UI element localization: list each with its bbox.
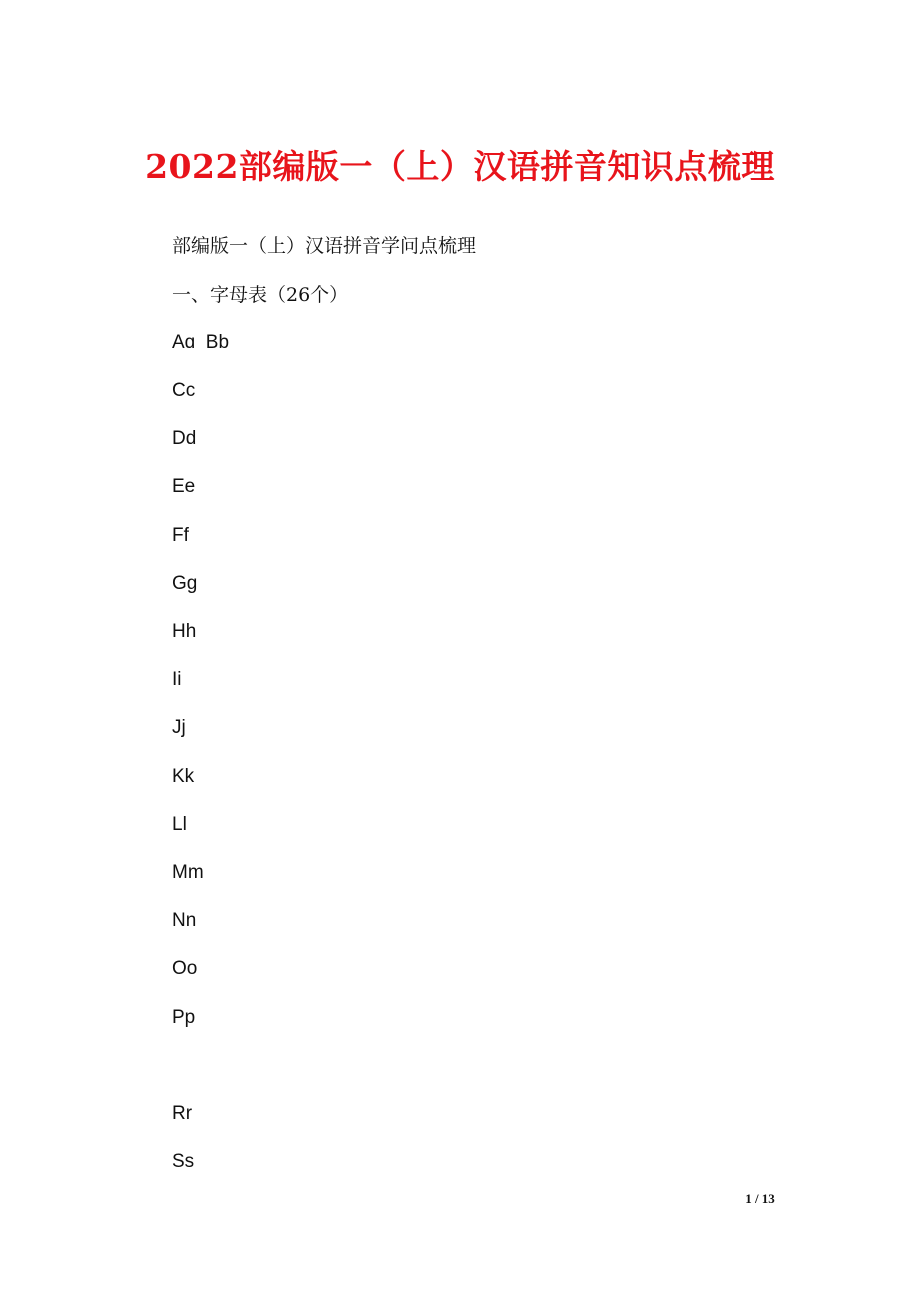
letter-line: Jj [172,717,186,738]
letter-line: Ee [172,476,196,497]
letter-line: Ff [172,525,189,546]
letter-line: Hh [172,621,197,642]
letter-line: Mm [172,862,204,883]
letter-line: Oo [172,958,198,979]
letter-line: Ss [172,1151,195,1172]
letter-line: Pp [172,1007,196,1028]
letter-line: Ii [172,669,182,690]
letter-line: Nn [172,910,197,931]
letter-line: Dd [172,428,197,449]
document-title: 2022部编版一（上）汉语拼音知识点梳理 [145,147,775,186]
document-subtitle: 部编版一（上）汉语拼音学问点梳理 [172,235,477,257]
letter-line: Rr [172,1103,193,1124]
letter-line: Kk [172,766,195,787]
section-heading: 一、字母表（26个） [172,284,349,306]
letter-line: Cc [172,380,196,401]
letter-line: Aɑ Bb [172,332,230,353]
letter-line: Ll [172,814,187,835]
letter-line: Gg [172,573,198,594]
page-number: 1 / 13 [745,1191,775,1206]
